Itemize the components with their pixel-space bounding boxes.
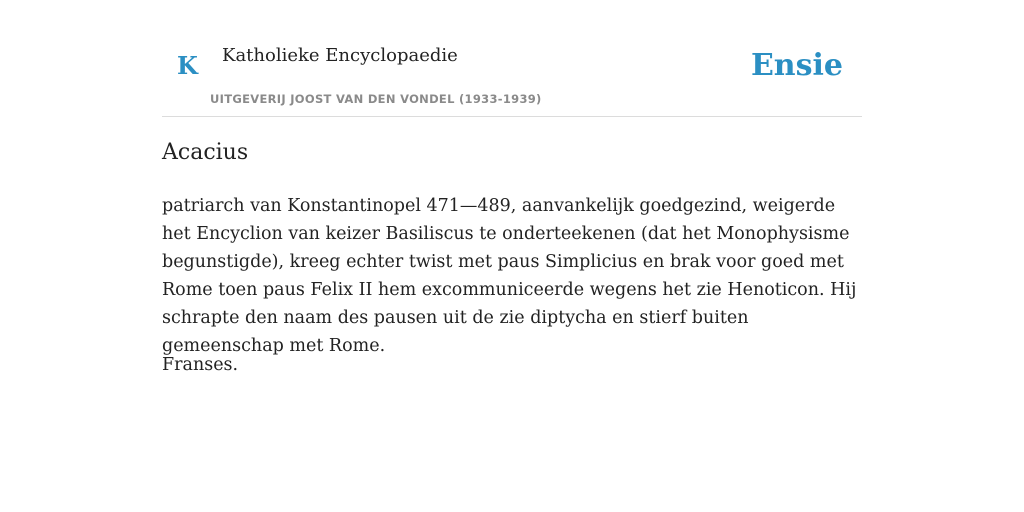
publisher-subtitle: UITGEVERIJ JOOST VAN DEN VONDEL (1933-1939) bbox=[210, 92, 542, 106]
article-author: Franses. bbox=[162, 355, 239, 375]
encyclopedia-title[interactable]: Katholieke Encyclopaedie bbox=[222, 45, 458, 66]
header bbox=[162, 0, 862, 117]
ensie-brand-link[interactable]: Ensie bbox=[750, 48, 843, 83]
article-title: Acacius bbox=[162, 140, 249, 165]
article-body: patriarch van Konstantinopel 471—489, aanvankelijk goedgezind, weigerde het Encyclion van keizer Basiliscus te onderteekenen (dat het Monophysisme begunstigde), kreeg echter twist met paus Simplicius en brak voor goed met Rome toen paus Felix II hem excommuniceerde wegens het zie Henoticon. Hij schrapte den naam des pausen uit de zie diptycha en stierf buiten gemeenschap met Rome. bbox=[162, 196, 857, 356]
page bbox=[162, 0, 862, 375]
encyclopedia-logo[interactable]: K bbox=[177, 51, 198, 80]
